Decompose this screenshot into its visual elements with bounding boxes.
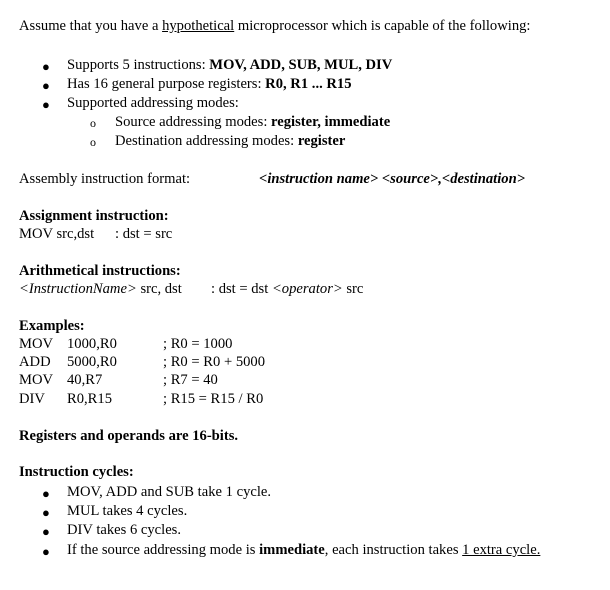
feature-value: MOV, ADD, SUB, MUL, DIV [209, 57, 393, 73]
feature-value: R0, R1 ... R15 [265, 76, 352, 92]
bullet-icon: ● [42, 78, 50, 93]
feature-label: Has 16 general purpose registers: [67, 76, 266, 92]
example-args: R0,R15 [67, 391, 113, 407]
cycle-item: MUL takes 4 cycles. [67, 503, 188, 519]
cycle-text: If the source addressing mode is [67, 542, 260, 558]
arithmetic-meaning [211, 280, 363, 299]
cycle-item: DIV takes 6 cycles. [67, 522, 182, 538]
example-args: 5000,R0 [67, 354, 117, 370]
circle-bullet-icon: o [90, 135, 96, 149]
feature-registers [67, 75, 352, 94]
example-args: 40,R7 [67, 372, 103, 388]
cycles-heading: Instruction cycles: [19, 464, 134, 480]
feature-label: Supports 5 instructions: [67, 57, 210, 73]
feature-label: Supported addressing modes: [67, 95, 239, 111]
cycle-underlined: 1 extra cycle. [462, 542, 541, 558]
example-comment: ; R7 = 40 [163, 372, 218, 388]
arithmetic-syntax [19, 280, 182, 299]
arithmetic-operands: src, dst [136, 281, 182, 297]
feature-instructions [67, 56, 392, 75]
instruction-name-placeholder: <InstructionName> [19, 281, 137, 297]
mode-value: register, immediate [271, 114, 391, 130]
example-comment: ; R0 = R0 + 5000 [163, 354, 266, 370]
cycle-item: MOV, ADD and SUB take 1 cycle. [67, 484, 272, 500]
mode-label: Destination addressing modes: [115, 133, 298, 149]
example-comment: ; R0 = 1000 [163, 336, 233, 352]
bullet-icon: ● [42, 486, 50, 501]
feature-addressing [67, 94, 239, 113]
format-label: Assembly instruction format: [19, 171, 191, 187]
intro-underlined: hypothetical [162, 18, 235, 34]
bullet-icon: ● [42, 97, 50, 112]
meaning-post: src [342, 281, 364, 297]
example-op: ADD [19, 354, 51, 370]
example-op: MOV [19, 372, 54, 388]
example-args: 1000,R0 [67, 336, 117, 352]
operator-placeholder: <operator> [271, 281, 343, 297]
assignment-heading: Assignment instruction: [19, 208, 169, 224]
example-op: MOV [19, 336, 54, 352]
bullet-icon: ● [42, 544, 50, 559]
intro-pre: Assume that you have a [19, 18, 163, 34]
circle-bullet-icon: o [90, 116, 96, 130]
intro-post: microprocessor which is capable of the following: [234, 18, 531, 34]
assignment-meaning: : dst = src [115, 226, 173, 242]
bullet-icon: ● [42, 524, 50, 539]
bullet-icon: ● [42, 59, 50, 74]
examples-heading: Examples: [19, 318, 85, 334]
meaning-pre: : dst = dst [211, 281, 272, 297]
arithmetic-heading: Arithmetical instructions: [19, 263, 181, 279]
mode-label: Source addressing modes: [115, 114, 272, 130]
example-comment: ; R15 = R15 / R0 [163, 391, 264, 407]
format-value: <instruction name> <source>,<destination> [259, 171, 526, 187]
destination-addressing-mode [115, 132, 345, 151]
mode-value: register [297, 133, 346, 149]
bullet-icon: ● [42, 505, 50, 520]
cycle-bold: immediate [259, 542, 325, 558]
cycle-item-immediate [67, 541, 540, 560]
cycle-text: , each instruction takes [324, 542, 463, 558]
intro-sentence [19, 17, 530, 36]
assignment-syntax: MOV src,dst [19, 226, 95, 242]
source-addressing-mode [115, 113, 390, 132]
registers-note: Registers and operands are 16-bits. [19, 428, 239, 444]
example-op: DIV [19, 391, 45, 407]
